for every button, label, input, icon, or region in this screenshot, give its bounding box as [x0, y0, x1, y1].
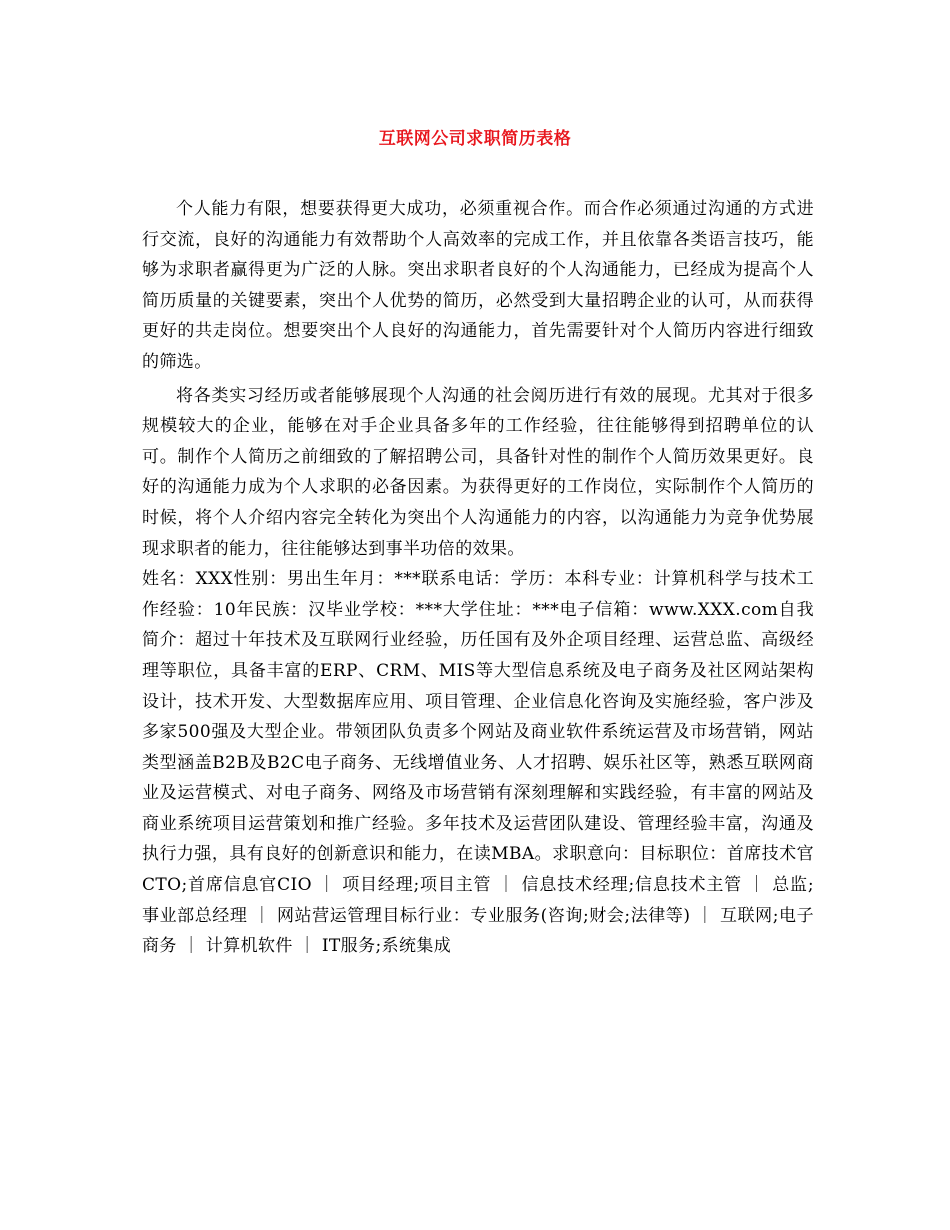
body-paragraph-2: 将各类实习经历或者能够展现个人沟通的社会阅历进行有效的展现。尤其对于很多规模较大的企业，能够在对手企业具备多年的工作经验，往往能够得到招聘单位的认可。制作个人简历之前细致的了解招聘公司，具备针对性的制作个人简历效果更好。良好的沟通能力成为个人求职的必备因素。为获得更好的工作岗位，实际制作个人简历的时候，将个人介绍内容完全转化为突出个人沟通能力的内容，以沟通能力为竞争优势展现求职者的能力，往往能够达到事半功倍的效果。 — [142, 385, 814, 559]
body-paragraph-1: 个人能力有限，想要获得更大成功，必须重视合作。而合作必须通过沟通的方式进行交流，良好的沟通能力有效帮助个人高效率的完成工作，并且依靠各类语言技巧，能够为求职者赢得更为广泛的人脉。突出求职者良好的个人沟通能力，已经成为提高个人简历质量的关键要素，突出个人优势的简历，必然受到大量招聘企业的认可，从而获得更好的共走岗位。想要突出个人良好的沟通能力，首先需要针对个人简历内容进行细致的筛选。 — [142, 199, 814, 372]
resume-details-paragraph: 姓名：XXX性别：男出生年月：***联系电话：学历：本科专业：计算机科学与技术工作经验：10年民族：汉毕业学校：***大学住址：***电子信箱：www.XXX.com自我简介：超过十年技术及互联网行业经验，历任国有及外企项目经理、运营总监、高级经理等职位，具备丰富的ERP、CRM、MIS等大型信息系统及电子商务及社区网站架构设计，技术开发、大型数据库应用、项目管理、企业信息化咨询及实施经验，客户涉及多家500强及大型企业。带领团队负责多个网站及商业软件系统运营及市场营销，网站类型涵盖B2B及B2C电子商务、无线增值业务、人才招聘、娱乐社区等，熟悉互联网商业及运营模式、对电子商务、网络及市场营销有深刻理解和实践经验，有丰富的网站及商业系统项目运营策划和推广经验。多年技术及运营团队建设、管理经验丰富，沟通及执行力强，具有良好的创新意识和能力，在读MBA。求职意向：目标职位：首席技术官CTO;首席信息官CIO ｜ 项目经理;项目主管 ｜ 信息技术经理;信息技术主管 ｜ 总监;事业部总经理 ｜ 网站营运管理目标行业：专业服务(咨询;财会;法律等) ｜ 互联网;电子商务 ｜ 计算机软件 ｜ IT服务;系统集成 — [142, 569, 814, 957]
document-body — [142, 194, 814, 962]
document-title: 互联网公司求职简历表格 — [378, 129, 572, 149]
